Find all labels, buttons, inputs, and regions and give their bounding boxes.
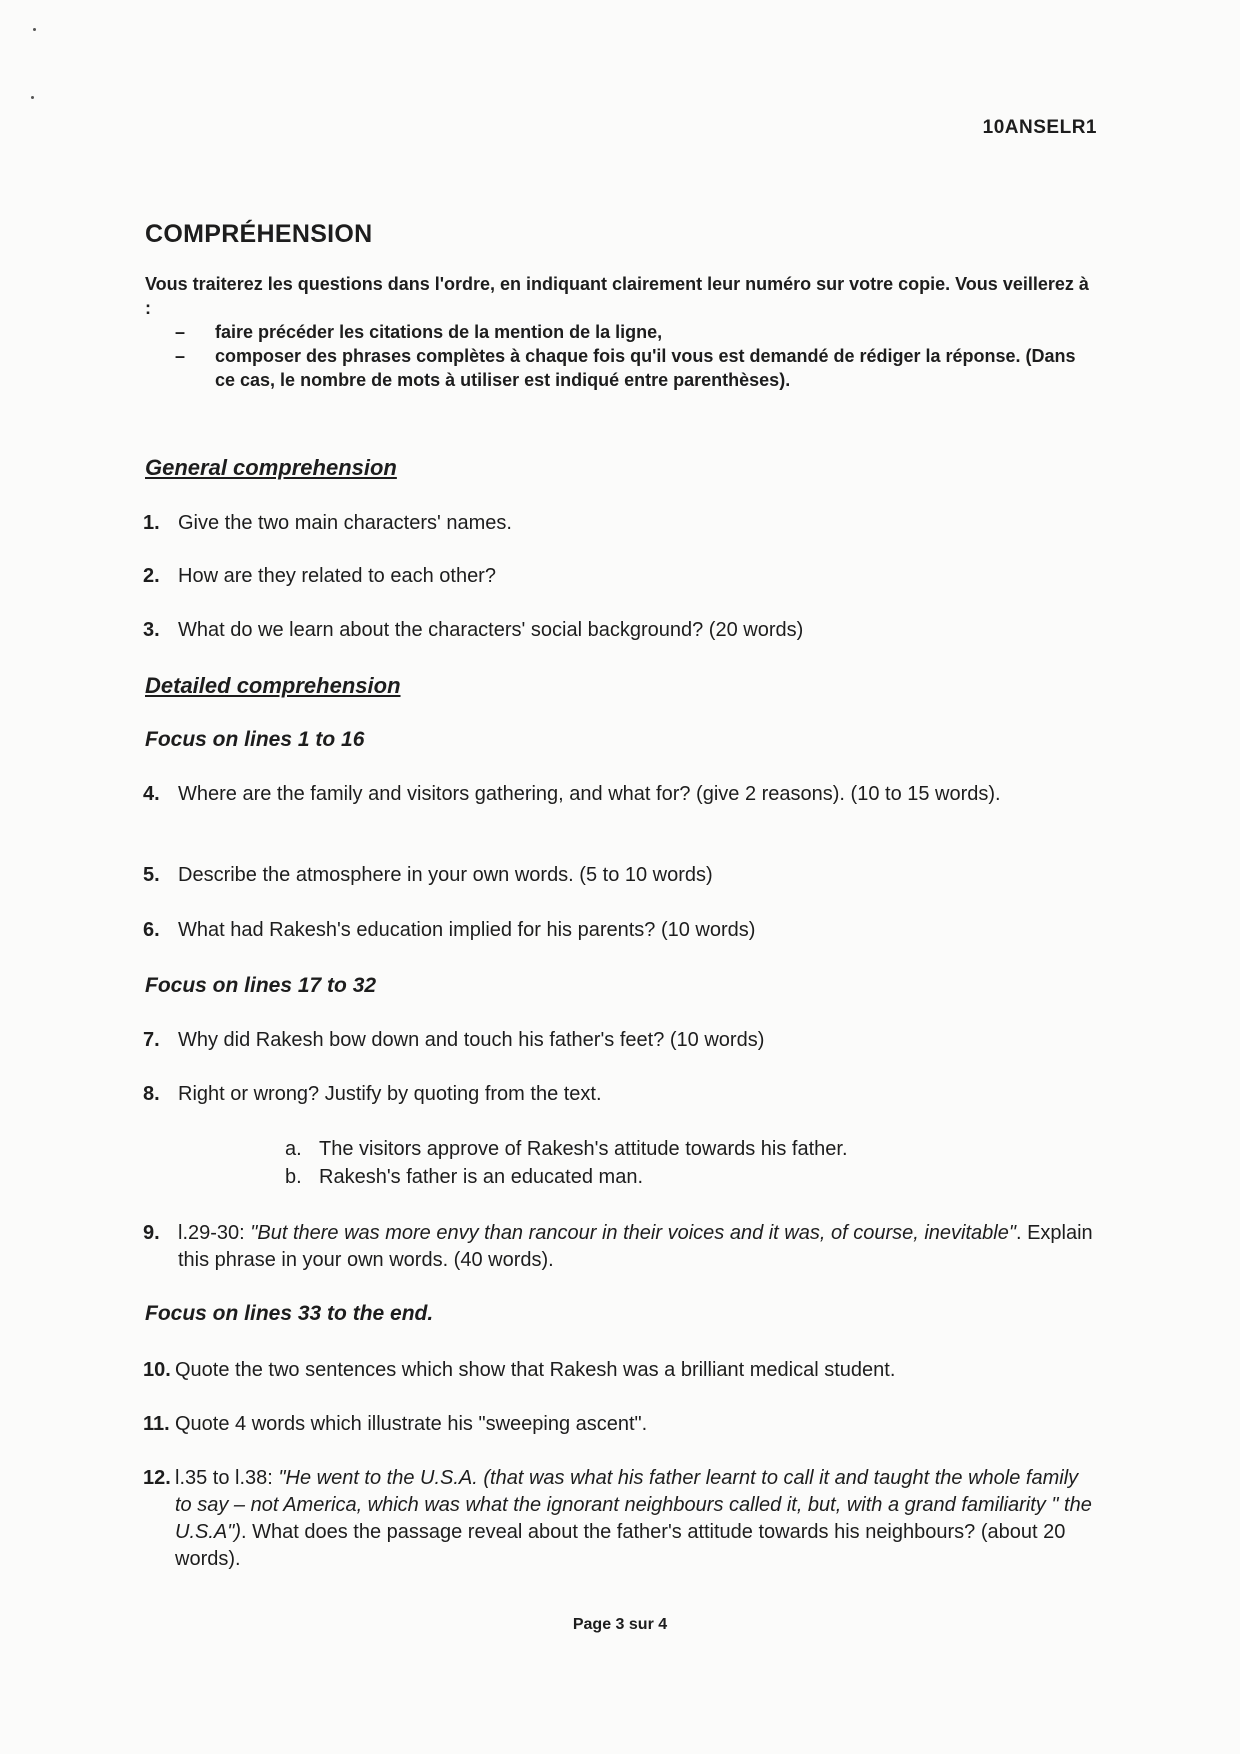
section-general-heading: General comprehension bbox=[145, 455, 397, 480]
instructions-list bbox=[145, 320, 1095, 392]
question-1: 1. Give the two main characters' names. bbox=[143, 512, 512, 534]
instruction-item: – faire précéder les citations de la mention de la ligne, bbox=[175, 322, 663, 342]
instructions bbox=[145, 272, 1095, 392]
focus-heading-2: Focus on lines 17 to 32 bbox=[145, 974, 377, 997]
question-12: 12. l.35 to l.38: "He went to the U.S.A. (that was what his father learnt to call it and taught the whole family to say – not America, which was what the ignorant neighbours called it, but, with a grand familiarity " the U.S.A"). What does the passage reveal about the father's attitude towards his neighbours? (about 20 words). bbox=[143, 1467, 1092, 1570]
question-3: 3. What do we learn about the characters' social background? (20 words) bbox=[143, 619, 804, 641]
q8-option-b: b. Rakesh's father is an educated man. bbox=[285, 1166, 644, 1188]
focus-heading-1: Focus on lines 1 to 16 bbox=[145, 728, 365, 751]
question-5: 5. Describe the atmosphere in your own words. (5 to 10 words) bbox=[143, 864, 713, 886]
question-10: 10. Quote the two sentences which show that Rakesh was a brilliant medical student. bbox=[143, 1359, 896, 1381]
question-11: 11. Quote 4 words which illustrate his "sweeping ascent". bbox=[143, 1413, 648, 1435]
question-2: 2. How are they related to each other? bbox=[143, 565, 496, 587]
question-6: 6. What had Rakesh's education implied for his parents? (10 words) bbox=[143, 919, 756, 941]
instructions-intro: Vous traiterez les questions dans l'ordre, en indiquant clairement leur numéro sur votre copie. Vous veillerez à : bbox=[145, 274, 1089, 318]
scan-speck bbox=[33, 28, 36, 31]
question-7: 7. Why did Rakesh bow down and touch his father's feet? (10 words) bbox=[143, 1029, 765, 1051]
section-detailed-heading: Detailed comprehension bbox=[145, 673, 401, 698]
q8-option-a: a. The visitors approve of Rakesh's attitude towards his father. bbox=[285, 1138, 848, 1160]
focus-heading-3: Focus on lines 33 to the end. bbox=[145, 1302, 434, 1325]
question-9: 9. l.29-30: "But there was more envy than rancour in their voices and it was, of course, inevitable". Explain this phrase in your own words. (40 words). bbox=[143, 1222, 1093, 1271]
question-8: 8. Right or wrong? Justify by quoting from the text. bbox=[143, 1083, 602, 1105]
scan-speck bbox=[31, 96, 34, 99]
instruction-item: – composer des phrases complètes à chaque fois qu'il vous est demandé de rédiger la réponse. (Dans ce cas, le nombre de mots à utiliser est indiqué entre parenthèses). bbox=[175, 346, 1076, 390]
page-title: COMPRÉHENSION bbox=[145, 220, 373, 248]
document-code: 10ANSELR1 bbox=[982, 117, 1097, 138]
question-4: 4. Where are the family and visitors gathering, and what for? (give 2 reasons). (10 to 15 words). bbox=[143, 783, 1001, 805]
page-number: Page 3 sur 4 bbox=[572, 1616, 668, 1633]
